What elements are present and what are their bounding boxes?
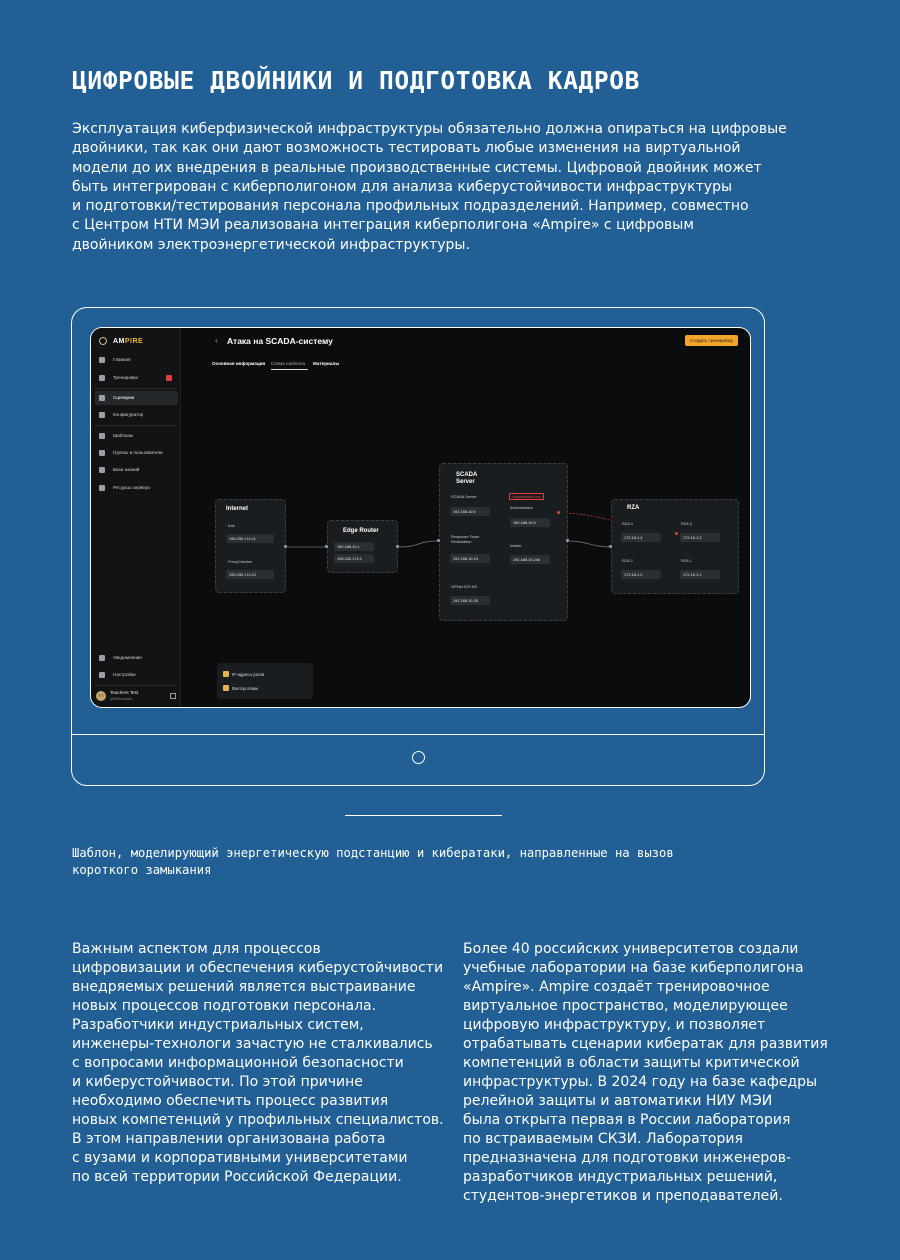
text-line: релейной защиты и автоматики НИУ МЭИ xyxy=(463,1093,773,1109)
avatar: TT xyxy=(96,691,106,701)
host-name: Response Team Workstation xyxy=(451,534,480,544)
host-name: RZA 4 xyxy=(622,521,633,526)
text-line: и киберустойчивости. По этой причине xyxy=(72,1074,363,1090)
sidebar-item-training[interactable]: Тренировки xyxy=(95,371,178,385)
tab-template-scheme[interactable]: Схема шаблона xyxy=(271,361,306,366)
intro-line: Эксплуатация киберфизической инфраструктуры обязательно должна опираться на цифровые xyxy=(72,121,787,137)
host-name: Insider xyxy=(510,543,522,548)
text-line: Важным аспектом для процессов xyxy=(72,941,321,957)
sidebar-item-users[interactable]: Группы и пользователи xyxy=(95,446,178,460)
node-title: Internet xyxy=(226,506,249,512)
node-edge-router[interactable] xyxy=(327,520,398,573)
sidebar-item-notifications[interactable]: Уведомления xyxy=(95,651,178,665)
sidebar-item-templates[interactable]: Шаблоны xyxy=(95,429,178,443)
checkbox-attack-vector[interactable] xyxy=(223,685,229,691)
host-ip: 195.230.174.11 xyxy=(226,534,274,543)
right-column-text xyxy=(463,940,833,1206)
text-line: была открыта первая в России лаборатория xyxy=(463,1112,791,1128)
port-dot xyxy=(396,545,399,548)
port-dot xyxy=(437,539,440,542)
host-name: ProxyChecker xyxy=(228,559,253,564)
host-ip: 192.168.10.1 xyxy=(334,542,374,551)
text-line: новых процессов подготовки персонала. xyxy=(72,998,377,1014)
port-dot xyxy=(325,545,328,548)
link-edge-scada xyxy=(398,541,439,547)
host-ip: 172.16.1.2 xyxy=(621,570,661,579)
text-line: компетенций в области защиты критической xyxy=(463,1055,800,1071)
sidebar-item-knowledge-base[interactable]: База знаний xyxy=(95,463,178,477)
host-ip: 195.230.174.1 xyxy=(334,554,374,563)
host-name: Administrator xyxy=(510,505,533,510)
text-line: новых компетенций у профильных специалистов. xyxy=(72,1112,444,1128)
page-title: ЦИФРОВЫЕ ДВОЙНИКИ И ПОДГОТОВКА КАДРОВ xyxy=(72,66,640,95)
text-line: с вопросами информационной безопасности xyxy=(72,1055,404,1071)
intro-line: двойники, так как они дают возможность тестировать любые изменения на виртуальной xyxy=(72,140,741,157)
left-column-text xyxy=(72,940,452,1187)
text-line: учебные лаборатории на базе киберполигона xyxy=(463,960,804,976)
host-name: RZA 3 xyxy=(681,521,692,526)
text-line: виртуальное пространство, моделирующее xyxy=(463,998,788,1014)
back-chevron-icon[interactable]: ‹ xyxy=(215,336,218,345)
node-rza[interactable] xyxy=(611,499,739,594)
legend-label: Вектор атаки xyxy=(232,686,258,691)
host-ip: 172.16.1.1 xyxy=(680,570,720,579)
tab-materials[interactable]: Материалы xyxy=(313,361,340,366)
caption-line: Шаблон, моделирующий энергетическую подстанцию и кибератаки, направленные на вызов xyxy=(72,846,674,860)
port-dot xyxy=(284,545,287,548)
text-line: по встраиваемым СКЗИ. Лаборатория xyxy=(463,1131,743,1147)
host-ip: 192.168.10.6 xyxy=(450,507,490,516)
user-name: Teachers Test xyxy=(110,690,139,695)
intro-line: модели до их внедрения в реальные производственные системы. Цифровой двойник может xyxy=(72,159,762,176)
caption-line: короткого замыкания xyxy=(72,863,212,877)
host-ip: 192.168.10.5 xyxy=(510,518,550,527)
text-line: по всей территории Российской Федерации. xyxy=(72,1169,402,1185)
tablet-bezel-divider xyxy=(72,734,764,735)
legend-label: IP-адреса узлов xyxy=(232,672,265,677)
create-training-button[interactable]: Создать тренировку xyxy=(685,335,738,346)
host-name: SCADA Server xyxy=(451,494,477,499)
caption-divider xyxy=(345,815,502,816)
intro-line: и подготовки/тестирования персонала профильных подразделений. Например, совместно xyxy=(72,198,749,215)
link-scada-rza xyxy=(568,541,611,547)
node-title: RZA xyxy=(627,505,640,511)
intro-line: с Центром НТИ МЭИ реализована интеграция киберполигона «Ampire» с цифровым xyxy=(72,217,694,234)
sidebar-item-configurator[interactable]: Конфигуратор xyxy=(95,408,178,422)
host-name: RZA 2 xyxy=(622,558,633,563)
sidebar-item-settings[interactable]: Настройки xyxy=(95,668,178,682)
tablet-home-button-icon xyxy=(412,751,425,764)
host-ip: 172.16.1.3 xyxy=(680,533,720,542)
text-line: предназначена для подготовки инженеров- xyxy=(463,1150,792,1166)
text-line: В этом направлении организована работа xyxy=(72,1131,386,1147)
text-line: инфраструктуры. В 2024 году на базе кафедры xyxy=(463,1074,818,1090)
port-dot xyxy=(566,539,569,542)
app-logo: AMPIRE xyxy=(99,337,143,345)
figure-caption xyxy=(72,845,772,879)
attack-source-dot xyxy=(557,511,560,514)
checkbox-ip-addresses[interactable] xyxy=(223,671,229,677)
node-internet[interactable] xyxy=(215,499,286,593)
host-ip: 192.168.10.35 xyxy=(450,596,490,605)
text-line: Разработчики индустриальных систем, xyxy=(72,1017,364,1033)
attack-target-dot xyxy=(675,532,678,535)
intro-paragraph xyxy=(72,120,792,255)
app-screenshot xyxy=(90,327,751,708)
host-name: RZA 1 xyxy=(681,558,692,563)
intro-line: быть интегрирован с киберполигоном для анализа киберустойчивости инфраструктуры xyxy=(72,178,733,195)
text-line: отрабатывать сценарии кибератак для развития xyxy=(463,1036,828,1052)
infected-host-badge: Заражённый хост xyxy=(509,493,544,500)
user-handle: @teltteacher xyxy=(110,696,133,701)
sidebar-item-home[interactable]: Главная xyxy=(95,353,178,367)
text-line: цифровизации и обеспечения киберустойчивости xyxy=(72,960,444,976)
text-line: студентов-энергетиков и преподавателей. xyxy=(463,1188,783,1204)
sidebar-item-scenarios[interactable]: Сценарии xyxy=(95,391,178,405)
text-line: «Ampire». Ampire создаёт тренировочное xyxy=(463,979,770,995)
host-ip: 192.168.10.246 xyxy=(510,555,550,564)
text-line: разработчиков индустриальных решений, xyxy=(463,1169,778,1185)
sidebar-item-server-resources[interactable]: Ресурсы сервера xyxy=(95,481,178,495)
text-line: необходимо обеспечить процесс развития xyxy=(72,1093,389,1109)
host-name: Kali xyxy=(228,523,235,528)
port-dot xyxy=(609,545,612,548)
text-line: инженеры-технологи зачастую не сталкивались xyxy=(72,1036,433,1052)
host-name: ViPNet IDS NS xyxy=(451,584,478,589)
node-title: SCADA Server xyxy=(456,472,478,485)
tab-main-info[interactable]: Основная информация xyxy=(212,361,266,366)
text-line: Более 40 российских университетов создали xyxy=(463,941,799,957)
text-line: внедряемых решений является выстраивание xyxy=(72,979,416,995)
text-line: с вузами и корпоративными университетами xyxy=(72,1150,408,1166)
host-ip: 192.168.10.10 xyxy=(450,554,490,563)
node-title: Edge Router xyxy=(343,528,379,534)
scenario-heading: Атака на SCADA-систему xyxy=(227,336,333,346)
scheme-legend xyxy=(217,663,313,699)
text-line: цифровую инфраструктуру, и позволяет xyxy=(463,1017,766,1033)
node-scada-server[interactable] xyxy=(439,463,568,621)
intro-line: двойником электроэнергетической инфраструктуры. xyxy=(72,236,470,253)
host-ip: 195.230.174.12 xyxy=(226,570,274,579)
host-ip: 172.16.1.4 xyxy=(621,533,661,542)
